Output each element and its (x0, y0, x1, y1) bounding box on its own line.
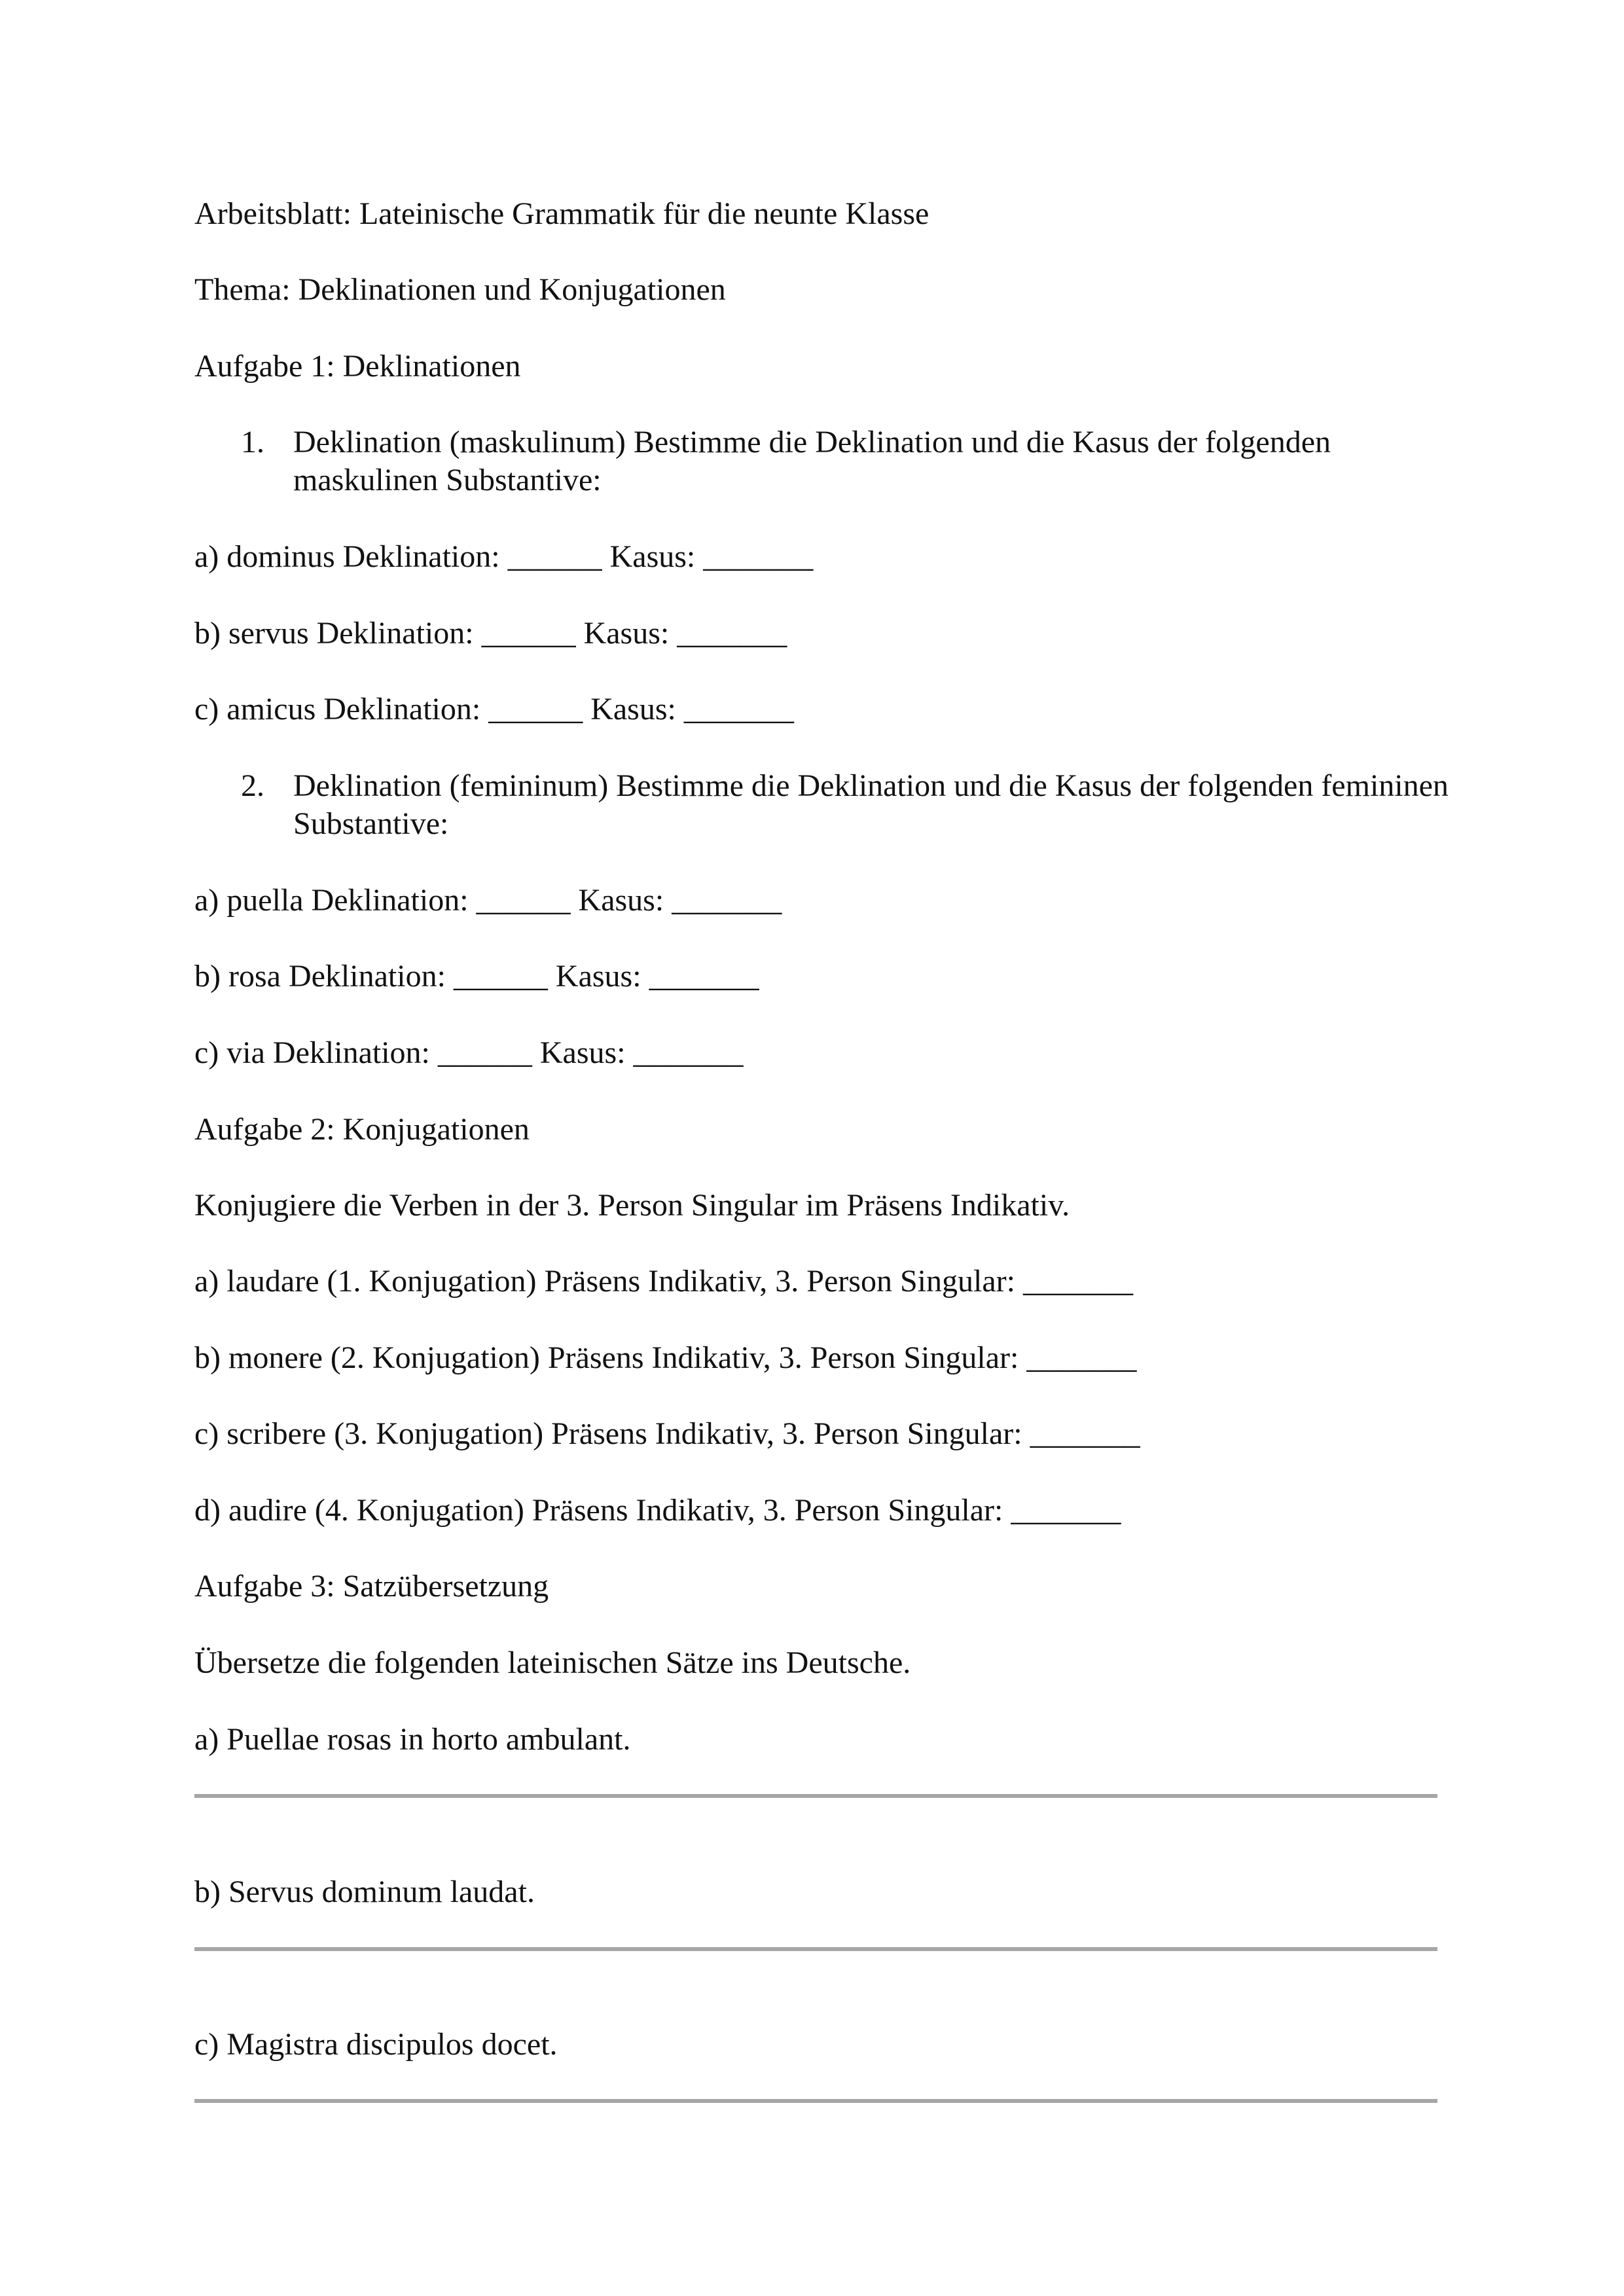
task1-part1-item-a: a) dominus Deklination: ______ Kasus: _______ (194, 539, 814, 574)
list-number: 1. (241, 425, 264, 459)
task2-item-a: a) laudare (1. Konjugation) Präsens Indikativ, 3. Person Singular: _______ (194, 1264, 1133, 1299)
worksheet-topic: Thema: Deklinationen und Konjugationen (194, 272, 726, 307)
task1-heading: Aufgabe 1: Deklinationen (194, 349, 521, 384)
list-text: Deklination (femininum) Bestimme die Deklination und die Kasus der folgenden femininen Substantive: (293, 768, 1449, 841)
answer-line-a (194, 1794, 1437, 1798)
task3-item-a: a) Puellae rosas in horto ambulant. (194, 1722, 631, 1757)
task2-item-b: b) monere (2. Konjugation) Präsens Indikativ, 3. Person Singular: _______ (194, 1340, 1137, 1375)
task3-item-b: b) Servus dominum laudat. (194, 1874, 535, 1909)
task1-part1-item-c: c) amicus Deklination: ______ Kasus: _______ (194, 692, 794, 726)
task1-part2-item-a: a) puella Deklination: ______ Kasus: _______ (194, 883, 782, 918)
task1-part2 (241, 767, 1471, 843)
task3-instruction: Übersetze die folgenden lateinischen Sätze ins Deutsche. (194, 1645, 911, 1680)
list-text: Deklination (maskulinum) Bestimme die Deklination und die Kasus der folgenden maskulinen Substantive: (293, 425, 1331, 497)
task3-item-c: c) Magistra discipulos docet. (194, 2027, 558, 2062)
answer-line-b (194, 1947, 1437, 1951)
task1-part2-item-c: c) via Deklination: ______ Kasus: _______ (194, 1035, 744, 1070)
worksheet-title: Arbeitsblatt: Lateinische Grammatik für die neunte Klasse (194, 196, 929, 231)
task3-heading: Aufgabe 3: Satzübersetzung (194, 1569, 549, 1604)
task2-heading: Aufgabe 2: Konjugationen (194, 1112, 530, 1147)
task2-instruction: Konjugiere die Verben in der 3. Person Singular im Präsens Indikativ. (194, 1188, 1070, 1223)
task1-part1-item-b: b) servus Deklination: ______ Kasus: _______ (194, 616, 787, 651)
list-number: 2. (241, 768, 264, 803)
task2-item-c: c) scribere (3. Konjugation) Präsens Indikativ, 3. Person Singular: _______ (194, 1416, 1140, 1451)
task1-part1 (241, 423, 1471, 499)
task1-part2-item-b: b) rosa Deklination: ______ Kasus: _______ (194, 959, 759, 994)
answer-line-c (194, 2099, 1437, 2103)
task2-item-d: d) audire (4. Konjugation) Präsens Indikativ, 3. Person Singular: _______ (194, 1493, 1121, 1528)
